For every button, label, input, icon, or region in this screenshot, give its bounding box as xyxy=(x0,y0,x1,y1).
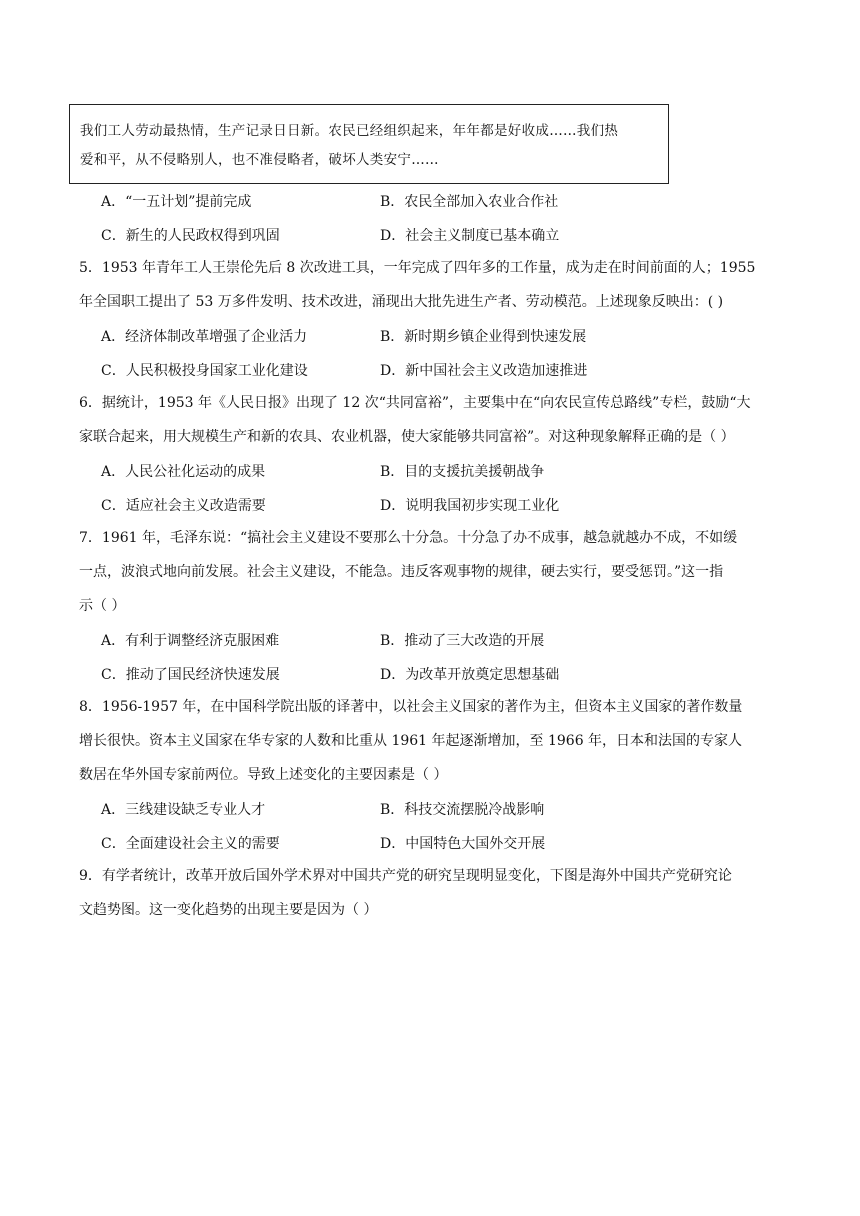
q6-options-row-1 xyxy=(101,458,545,486)
q7-option-d[interactable]: D．为改革开放奠定思想基础 xyxy=(380,667,560,683)
q4-option-b[interactable]: B．农民全部加入农业合作社 xyxy=(380,194,559,210)
q6-stem-line: 家联合起来，用大规模生产和新的农具、农业机器，使大家能够共同富裕”。对这种现象解释正确的是（ ） xyxy=(79,429,735,445)
q4-option-d[interactable]: D．社会主义制度已基本确立 xyxy=(380,228,560,244)
q5-option-b[interactable]: B．新时期乡镇企业得到快速发展 xyxy=(380,329,587,345)
q8-options-row-2 xyxy=(101,830,546,858)
q7-options-row-2 xyxy=(101,661,560,689)
q5-options-row-1 xyxy=(101,323,587,351)
q8-option-b[interactable]: B．科技交流摆脱冷战影响 xyxy=(380,802,545,818)
q6-option-c[interactable]: C．适应社会主义改造需要 xyxy=(101,498,266,514)
q9-stem xyxy=(79,859,791,927)
q6-stem-line: 6．据统计，1953 年《人民日报》出现了 12 次“共同富裕”，主要集中在“向农民宣传总路线”专栏，鼓励“大 xyxy=(79,395,751,411)
quote-line: 我们工人劳动最热情，生产记录日日新。农民已经组织起来，年年都是好收成……我们热 xyxy=(80,123,619,139)
q6-option-b[interactable]: B．目的支援抗美援朝战争 xyxy=(380,464,545,480)
q7-options-row-1 xyxy=(101,627,545,655)
q7-stem-line: 一点，波浪式地向前发展。社会主义建设，不能急。违反客观事物的规律，硬去实行，要受惩罚。”这一指 xyxy=(79,564,724,580)
q8-options-row-1 xyxy=(101,796,545,824)
q6-options-row-2 xyxy=(101,492,560,520)
q8-stem-line: 数居在华外国专家前两位。导致上述变化的主要因素是（ ） xyxy=(79,767,448,783)
q8-stem-line: 增长很快。资本主义国家在华专家的人数和比重从 1961 年起逐渐增加，至 1966 年，日本和法国的专家人 xyxy=(79,733,743,749)
q7-stem-line: 示（ ） xyxy=(79,598,126,614)
q4-options-row-2 xyxy=(101,222,560,250)
q7-option-b[interactable]: B．推动了三大改造的开展 xyxy=(380,633,545,649)
q5-option-a[interactable]: A．经济体制改革增强了企业活力 xyxy=(101,329,308,345)
quote-line: 爱和平，从不侵略别人，也不准侵略者，破坏人类安宁…… xyxy=(80,152,439,168)
q9-stem-line: 文趋势图。这一变化趋势的出现主要是因为（ ） xyxy=(79,902,378,918)
q9-stem-line: 9．有学者统计，改革开放后国外学术界对中国共产党的研究呈现明显变化，下图是海外中国共产党研究论 xyxy=(79,868,732,884)
q4-option-c[interactable]: C．新生的人民政权得到巩固 xyxy=(101,228,280,244)
quote-box xyxy=(69,104,669,184)
q5-stem-line: 年全国职工提出了 53 万多件发明、技术改进，涌现出大批先进生产者、劳动模范。上述现象反映出：( ) xyxy=(79,294,724,310)
q8-option-a[interactable]: A．三线建设缺乏专业人才 xyxy=(101,802,266,818)
q5-options-row-2 xyxy=(101,357,588,385)
q5-option-d[interactable]: D．新中国社会主义改造加速推进 xyxy=(380,363,588,379)
q4-option-a[interactable]: A．“一五计划”提前完成 xyxy=(101,194,252,210)
q4-options-row-1 xyxy=(101,188,559,216)
q6-option-d[interactable]: D．说明我国初步实现工业化 xyxy=(380,498,560,514)
q7-stem xyxy=(79,521,791,623)
q5-stem xyxy=(79,251,791,319)
q8-option-d[interactable]: D．中国特色大国外交开展 xyxy=(380,836,546,852)
q6-stem xyxy=(79,386,791,454)
q6-option-a[interactable]: A．人民公社化运动的成果 xyxy=(101,464,266,480)
q5-stem-line: 5．1953 年青年工人王崇伦先后 8 次改进工具，一年完成了四年多的工作量，成为走在时间前面的人；1955 xyxy=(79,260,756,276)
q7-option-a[interactable]: A．有利于调整经济克服困难 xyxy=(101,633,280,649)
q5-option-c[interactable]: C．人民积极投身国家工业化建设 xyxy=(101,363,308,379)
q8-stem xyxy=(79,690,791,792)
q8-stem-line: 8．1956-1957 年，在中国科学院出版的译著中，以社会主义国家的著作为主，但资本主义国家的著作数量 xyxy=(79,699,743,715)
q7-stem-line: 7．1961 年，毛泽东说：“搞社会主义建设不要那么十分急。十分急了办不成事，越急就越办不成，不如缓 xyxy=(79,530,738,546)
q8-option-c[interactable]: C．全面建设社会主义的需要 xyxy=(101,836,280,852)
q7-option-c[interactable]: C．推动了国民经济快速发展 xyxy=(101,667,280,683)
